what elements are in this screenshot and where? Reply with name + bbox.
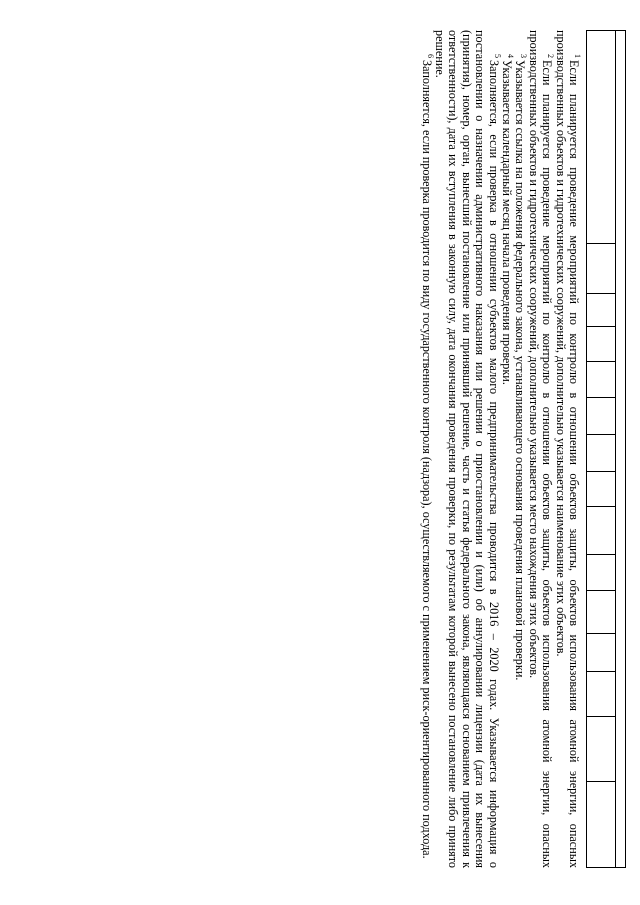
- table-column-divider: [587, 361, 616, 362]
- footnote-3: [513, 30, 529, 868]
- table-column-divider: [587, 590, 616, 591]
- footnote-mark: 3: [519, 54, 529, 58]
- footnote-text: Если планируется проведение мероприятий по контролю в отношении объектов защиты, объектов использования атомной энергии, опасных производственных объектов и гидротехнических сооружений, дополнительно указывается место нахождения этих объектов.: [526, 30, 555, 868]
- table-column-divider: [587, 716, 616, 717]
- footnote-mark: 4: [506, 54, 516, 58]
- footnote-mark: 5: [492, 54, 502, 58]
- footnote-1: [553, 30, 583, 868]
- footnote-text: Указывается ссылка на положения федерального закона, устанавливающего основания проведения плановой проверки.: [513, 60, 528, 681]
- table-column-divider: [587, 397, 616, 398]
- table-column-divider: [587, 293, 616, 294]
- table-column-divider: [587, 671, 616, 672]
- table-fragment: [586, 30, 626, 868]
- footnote-2: [526, 30, 556, 868]
- footnote-text: Заполняется, если проверка в отношении субъектов малого предпринимательства проводится в 2016 – 2020 годах. Указывается информация о постановлении о назначении административного наказания или решении о приостановлении и (или) об аннулировании лицензии (дата их вынесения (принятия), номер, орган, вынесший постановление или принявший решение, часть и статья федерального закона, являющаяся основанием привлечения к ответственности), дата их вступления в законную силу, дата окончания проведения проверки, по результатам которой вынесено постановление либо принято решение.: [432, 30, 501, 868]
- table-column-divider: [587, 506, 616, 507]
- footnote-5: [433, 30, 500, 868]
- table-header-row: [615, 31, 625, 867]
- footnote-6: [419, 30, 435, 868]
- table-column-divider: [587, 243, 616, 244]
- footnote-mark: 2: [546, 54, 556, 58]
- footnote-mark: 6: [425, 54, 435, 58]
- footnote-text: Указывается календарный месяц начала проведения проверки.: [499, 60, 514, 385]
- table-column-divider: [587, 434, 616, 435]
- footnote-4: [499, 30, 516, 868]
- table-column-divider: [587, 554, 616, 555]
- footnote-mark: 1: [573, 54, 583, 58]
- table-column-divider: [587, 781, 616, 782]
- footnotes-section: [419, 30, 583, 868]
- footnote-text: Если планируется проведение мероприятий по контролю в отношении объектов защиты, объектов использования атомной энергии, опасных производственных объектов и гидротехнических сооружений, дополнительно указывается наименование этих объектов.: [553, 30, 581, 868]
- footnote-text: Заполняется, если проверка проводится по виду государственного контроля (надзора), осуществляемого с применением риск-ориентированного подхода.: [419, 60, 434, 859]
- table-column-divider: [587, 326, 616, 327]
- table-column-divider: [587, 471, 616, 472]
- table-column-divider: [587, 633, 616, 634]
